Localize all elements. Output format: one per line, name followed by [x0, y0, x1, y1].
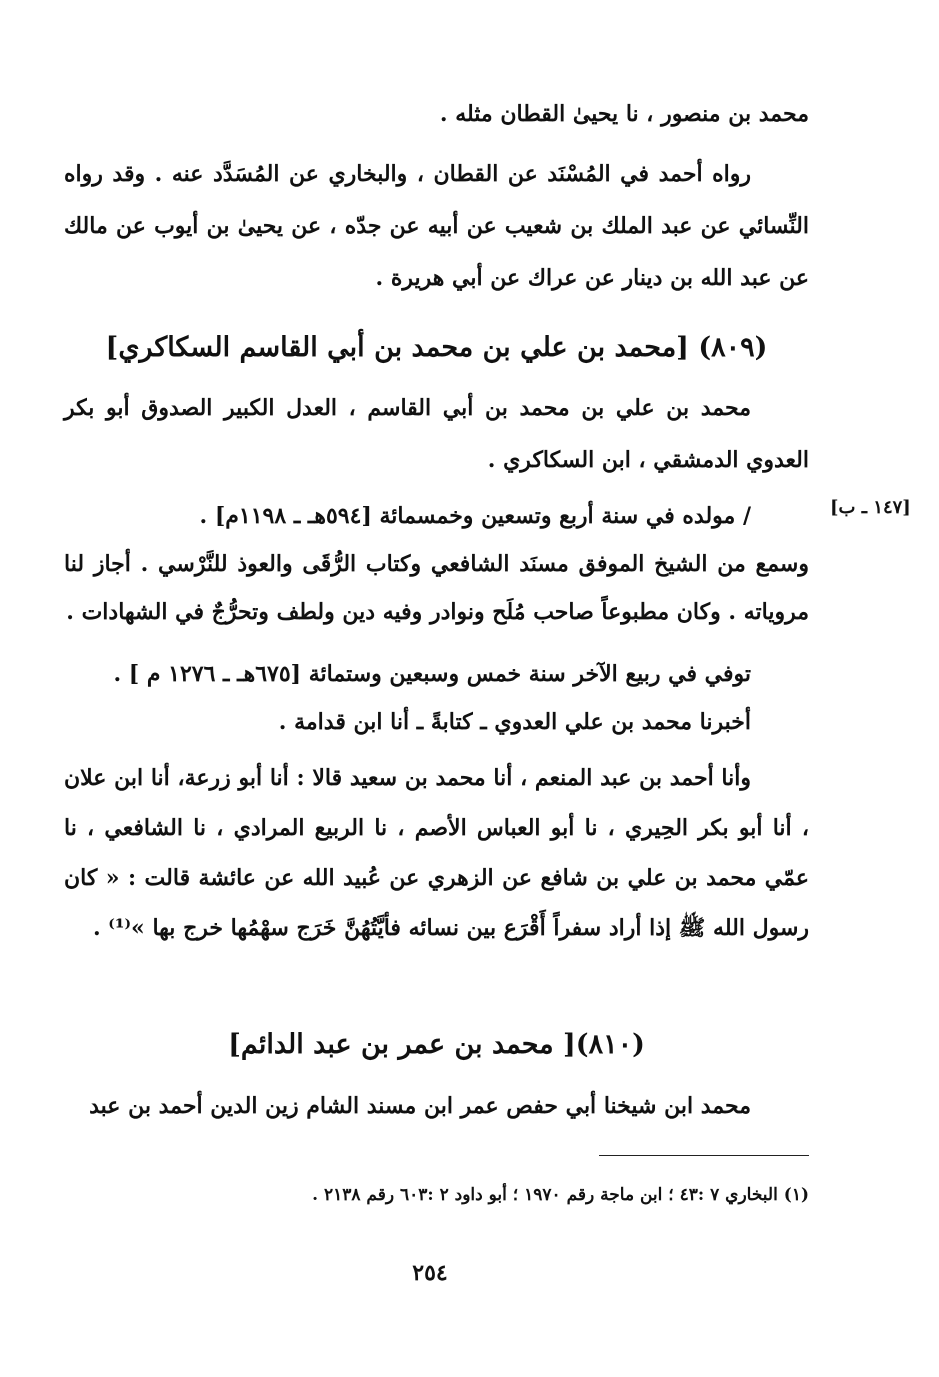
hearing-809-text: وسمع من الشيخ الموفق مسنَد الشافعي وكتاب الرُّقَى والعوذ للنَّرْسي . أجاز لنا مروياته . وكان مطبوعاً صاحب مُلَح ونوادر وفيه دين ولطف وتحرُّجٌ في الشهادات . [64, 551, 809, 625]
narration-text: رواه أحمد في المُسْنَد عن القطان ، والبخاري عن المُسَدَّد عنه . وقد رواه النِّسائي عن عبد الملك بن شعيب عن أبيه عن جدّه ، عن يحيىٰ بن أيوب عن مالك عن عبد الله بن دينار عن عراك عن أبي هريرة . [64, 161, 809, 291]
footnote-separator [599, 1155, 809, 1156]
akhbarana-809-text: أخبرنا محمد بن علي العدوي ـ كتابةً ـ أنا ابن قدامة . [278, 709, 751, 735]
biography-809-text: محمد بن علي بن محمد بن أبي القاسم ، العدل الكبير الصدوق أبو بكر العدوي الدمشقي ، ابن السكاكري . [64, 395, 809, 473]
entry-heading-810: (٨١٠)[ محمد بن عمر بن عبد الدائم] [228, 1029, 645, 1060]
birth-and-hearing-809 [64, 492, 809, 636]
page-number: ٢٥٤ [412, 1260, 448, 1286]
footnote: (١) البخاري ٧ :٤٣ ؛ ابن ماجة رقم ١٩٧٠ ؛ أبو داود ٢ :٦٠٣ رقم ٢١٣٨ . [312, 1185, 809, 1205]
narration-paragraph [64, 148, 809, 304]
biography-810 [64, 1080, 809, 1132]
manuscript-folio-note: [١٤٧ ـ ب] [830, 497, 911, 518]
death-and-chain-809 [64, 650, 809, 746]
birth-809-text: / مولده في سنة أربع وتسعين وخمسمائة [٥٩٤هـ ـ ١١٩٨م] . [199, 503, 751, 529]
entry-heading-809: (٨٠٩) [محمد بن علي بن محمد بن أبي القاسم السكاكري] [105, 332, 768, 363]
hadith-809-text: وأنا أحمد بن عبد المنعم ، أنا محمد بن سعيد قالا : أنا أبو زرعة، أنا ابن علان ، أنا أبو بكر الحِيري ، نا أبو العباس الأصم ، نا الربيع المرادي ، نا الشافعي ، نا عمّي محمد بن علي بن شافع عن الزهري عن عُبيد الله عن عائشة قالت : « كان رسول الله ﷺ إذا أراد سفراً أَقْرَع بين نسائه فأيَّتُهُنَّ خَرَج سهْمُها خرج بها »⁽¹⁾ . [64, 765, 809, 941]
biography-809 [64, 382, 809, 486]
intro-line [64, 88, 809, 140]
biography-810-text: محمد ابن شيخنا أبي حفص عمر ابن مسند الشام زين الدين أحمد بن عبد [89, 1093, 751, 1119]
death-809-text: توفي في ربيع الآخر سنة خمس وسبعين وستمائة [٦٧٥هـ ـ ١٢٧٦ م ] . [113, 661, 751, 687]
intro-line-text: محمد بن منصور ، نا يحيىٰ القطان مثله . [439, 101, 809, 127]
hadith-809 [64, 753, 809, 953]
